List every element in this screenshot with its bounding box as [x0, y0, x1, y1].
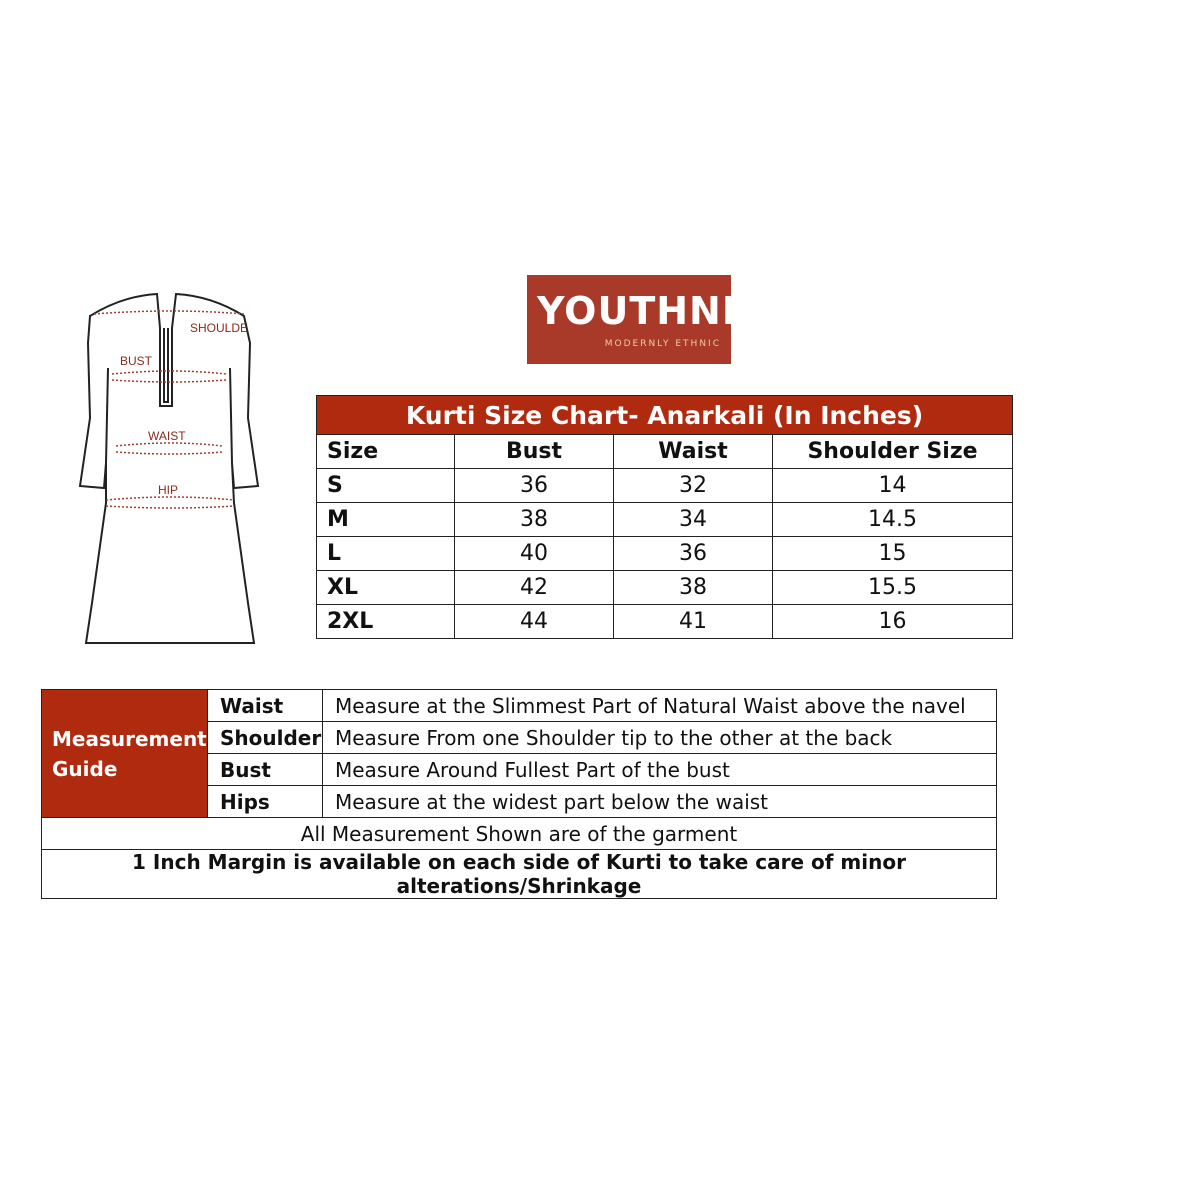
measurement-guide-table [41, 689, 997, 899]
header-bust: Bust [455, 435, 614, 469]
guide-part: Hips [208, 786, 323, 818]
shoulder-cell: 14 [773, 469, 1013, 503]
table-row [317, 605, 1013, 639]
guide-row [42, 690, 997, 722]
table-row [317, 469, 1013, 503]
guide-instruction: Measure Around Fullest Part of the bust [323, 754, 997, 786]
measurement-guide-label [42, 690, 208, 818]
guide-instruction: Measure From one Shoulder tip to the other at the back [323, 722, 997, 754]
header-shoulder: Shoulder Size [773, 435, 1013, 469]
bust-label: BUST [120, 354, 153, 368]
size-chart-title-row [317, 396, 1013, 435]
guide-part: Bust [208, 754, 323, 786]
waist-cell: 41 [614, 605, 773, 639]
guide-part: Shoulder [208, 722, 323, 754]
margin-note: 1 Inch Margin is available on each side of Kurti to take care of minor alterations/Shrinkage [42, 850, 997, 899]
header-size: Size [317, 435, 455, 469]
bust-cell: 38 [455, 503, 614, 537]
waist-label: WAIST [148, 429, 186, 443]
table-row [317, 571, 1013, 605]
waist-cell: 36 [614, 537, 773, 571]
bust-cell: 40 [455, 537, 614, 571]
shoulder-cell: 16 [773, 605, 1013, 639]
shoulder-label: SHOULDE [190, 321, 249, 335]
table-row [317, 503, 1013, 537]
guide-label-line1: Measurement [52, 726, 207, 751]
bust-cell: 44 [455, 605, 614, 639]
hip-label: HIP [158, 483, 179, 497]
guide-row [42, 850, 997, 899]
size-chart-header-row [317, 435, 1013, 469]
guide-row [42, 818, 997, 850]
bust-cell: 36 [455, 469, 614, 503]
size-cell: 2XL [317, 605, 455, 639]
shoulder-cell: 15 [773, 537, 1013, 571]
waist-cell: 34 [614, 503, 773, 537]
logo-brand: YOUTHNIC [537, 289, 766, 333]
logo-tagline: MODERNLY ETHNIC [604, 339, 721, 349]
size-cell: XL [317, 571, 455, 605]
youthnic-logo [527, 275, 766, 364]
guide-label-line2: Guide [52, 756, 118, 781]
guide-part: Waist [208, 690, 323, 722]
size-chart-title: Kurti Size Chart- Anarkali (In Inches) [317, 396, 1013, 435]
garment-note: All Measurement Shown are of the garment [42, 818, 997, 850]
shoulder-cell: 15.5 [773, 571, 1013, 605]
size-chart-table [316, 395, 1013, 639]
kurti-illustration [72, 288, 272, 658]
size-cell: M [317, 503, 455, 537]
header-waist: Waist [614, 435, 773, 469]
shoulder-cell: 14.5 [773, 503, 1013, 537]
guide-instruction: Measure at the widest part below the waist [323, 786, 997, 818]
table-row [317, 537, 1013, 571]
waist-cell: 38 [614, 571, 773, 605]
bust-cell: 42 [455, 571, 614, 605]
size-cell: S [317, 469, 455, 503]
size-cell: L [317, 537, 455, 571]
guide-instruction: Measure at the Slimmest Part of Natural Waist above the navel [323, 690, 997, 722]
waist-cell: 32 [614, 469, 773, 503]
